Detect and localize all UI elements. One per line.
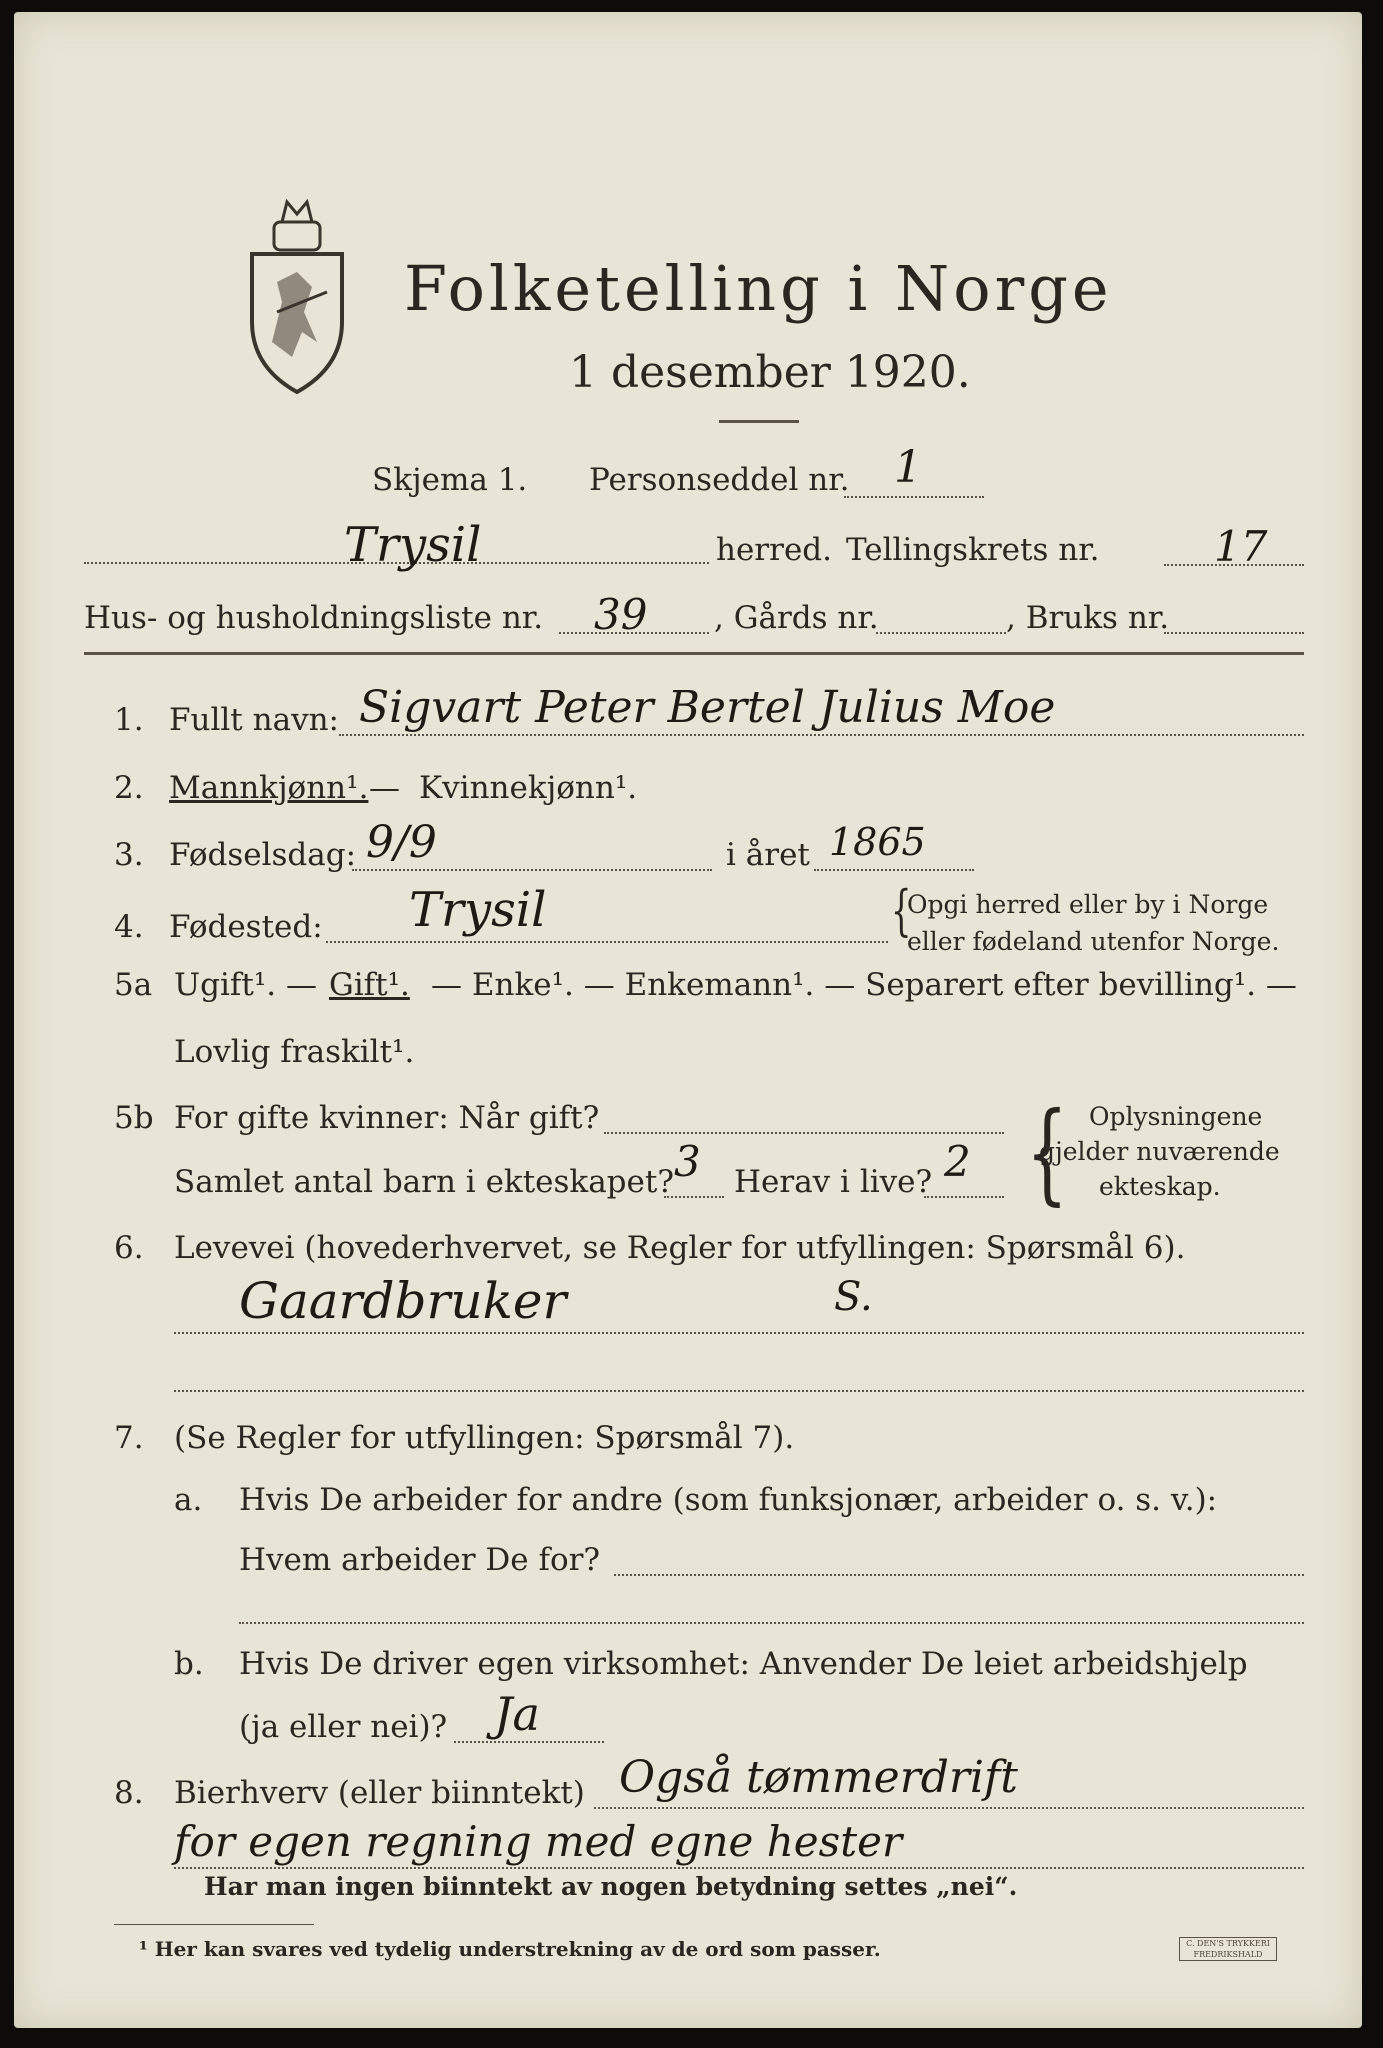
personseddel-line (844, 496, 984, 498)
gards-label: , Gårds nr. (714, 600, 879, 636)
q8-line1 (594, 1807, 1304, 1809)
title-divider (719, 420, 799, 423)
q7b-number: b. (174, 1646, 204, 1682)
q4-line (326, 941, 888, 943)
q3-line (352, 869, 712, 871)
sex-male-option: Mannkjønn¹. (169, 770, 369, 806)
census-date: 1 desember 1920. (569, 347, 971, 398)
q5a-other-options: — Enke¹. — Enkemann¹. — Separert efter bevilling¹. — (431, 967, 1297, 1003)
q5a-number: 5a (114, 967, 153, 1003)
q6-label: Levevei (hovederhvervet, se Regler for utfyllingen: Spørsmål 6). (174, 1230, 1186, 1266)
q8-label: Bierhverv (eller biinntekt) (174, 1775, 585, 1811)
footnote: ¹ Her kan svares ved tydelig understrekning av de ord som passer. (139, 1937, 881, 1961)
q7a-employer-label: Hvem arbeider De for? (239, 1542, 601, 1578)
birthplace-value: Trysil (409, 882, 547, 938)
q3-number: 3. (114, 837, 144, 873)
q5b-note-line1: Oplysningene (1089, 1102, 1263, 1131)
q5b-note-line2: gjelder nuværende (1039, 1137, 1280, 1166)
side-income-value-line2: for egen regning med egne hester (174, 1817, 903, 1866)
full-name-value: Sigvart Peter Bertel Julius Moe (359, 682, 1056, 733)
q5a-married-option: Gift¹. (329, 967, 410, 1003)
q3-label: Fødselsdag: (169, 837, 357, 873)
printer-stamp-line2: FREDRIKSHALD (1193, 1950, 1263, 1959)
herred-label: herred. (716, 532, 832, 568)
tellingskrets-label: Tellingskrets nr. (846, 532, 1100, 568)
q8-number: 8. (114, 1775, 144, 1811)
q8-note: Har man ingen biinntekt av nogen betydning settes „nei“. (204, 1872, 1018, 1901)
children-alive-value: 2 (944, 1137, 971, 1186)
q5b-alive-line (924, 1196, 1004, 1198)
side-income-value-line1: Også tømmerdrift (619, 1752, 1018, 1803)
bruks-label: , Bruks nr. (1006, 600, 1170, 636)
children-count-value: 3 (674, 1137, 701, 1186)
q4-number: 4. (114, 909, 144, 945)
q3-year-label: i året (726, 837, 810, 873)
q5b-children-line (664, 1196, 724, 1198)
q1-line (339, 734, 1304, 736)
q5b-number: 5b (114, 1100, 154, 1136)
q4-brace: { (890, 879, 912, 942)
gards-line (876, 632, 1006, 634)
birthdate-value: 9/9 (366, 817, 437, 868)
husliste-value: 39 (594, 590, 648, 639)
q8-line2 (174, 1867, 1304, 1869)
q5b-note-line3: ekteskap. (1099, 1172, 1221, 1201)
bruks-line (1164, 632, 1304, 634)
q3-year-line (814, 869, 974, 871)
sex-female-option: Kvinnekjønn¹. (419, 770, 638, 806)
husliste-label: Hus- og husholdningsliste nr. (84, 600, 544, 636)
q4-label: Fødested: (169, 909, 323, 945)
personseddel-value: 1 (894, 442, 922, 493)
q7a-line2 (239, 1622, 1304, 1624)
q4-note-line1: Opgi herred eller by i Norge (907, 890, 1269, 919)
occupation-value: Gaardbruker (239, 1272, 567, 1330)
norwegian-coat-of-arms-icon (242, 192, 352, 402)
q7b-line (454, 1741, 604, 1743)
q7b-value: Ja (494, 1687, 540, 1741)
q5b-married-when-line (604, 1132, 1004, 1134)
form-title: Folketelling i Norge (404, 252, 1113, 325)
q4-note-line2: eller fødeland utenfor Norge. (907, 927, 1280, 956)
header-divider (84, 652, 1304, 655)
personseddel-label: Personseddel nr. (589, 462, 850, 498)
herred-value: Trysil (344, 517, 482, 573)
printer-stamp (1179, 1937, 1277, 1961)
q1-label: Fullt navn: (169, 702, 339, 738)
q2-number: 2. (114, 770, 144, 806)
occupation-code-value: S. (834, 1274, 873, 1320)
q7a-number: a. (174, 1482, 203, 1518)
q7-label: (Se Regler for utfyllingen: Spørsmål 7). (174, 1420, 795, 1456)
census-form-page (14, 12, 1362, 2028)
skjema-label: Skjema 1. (372, 462, 528, 498)
q7b-yes-no-label: (ja eller nei)? (239, 1709, 448, 1745)
q7a-employer-line (614, 1574, 1304, 1576)
footnote-divider (114, 1924, 314, 1925)
q7b-label: Hvis De driver egen virksomhet: Anvender De leiet arbeidshjelp (239, 1646, 1248, 1682)
q5a-unmarried-option: Ugift¹. — (174, 967, 317, 1003)
q5b-children-label: Samlet antal barn i ekteskapet? (174, 1164, 674, 1200)
q6-number: 6. (114, 1230, 144, 1266)
q6-line1 (174, 1332, 1304, 1334)
tellingskrets-value: 17 (1214, 522, 1268, 571)
birth-year-value: 1865 (829, 820, 926, 864)
q5b-married-when-label: For gifte kvinner: Når gift? (174, 1100, 600, 1136)
q7a-label: Hvis De arbeider for andre (som funksjonær, arbeider o. s. v.): (239, 1482, 1218, 1518)
q7-number: 7. (114, 1420, 144, 1456)
q5b-alive-label: Herav i live? (734, 1164, 933, 1200)
sex-separator: — (369, 770, 400, 806)
printer-stamp-line1: C. DEN'S TRYKKERI (1186, 1939, 1270, 1948)
q5a-divorced-option: Lovlig fraskilt¹. (174, 1034, 415, 1070)
q5b-brace: { (1026, 1088, 1068, 1216)
q6-line2 (174, 1390, 1304, 1392)
q1-number: 1. (114, 702, 144, 738)
